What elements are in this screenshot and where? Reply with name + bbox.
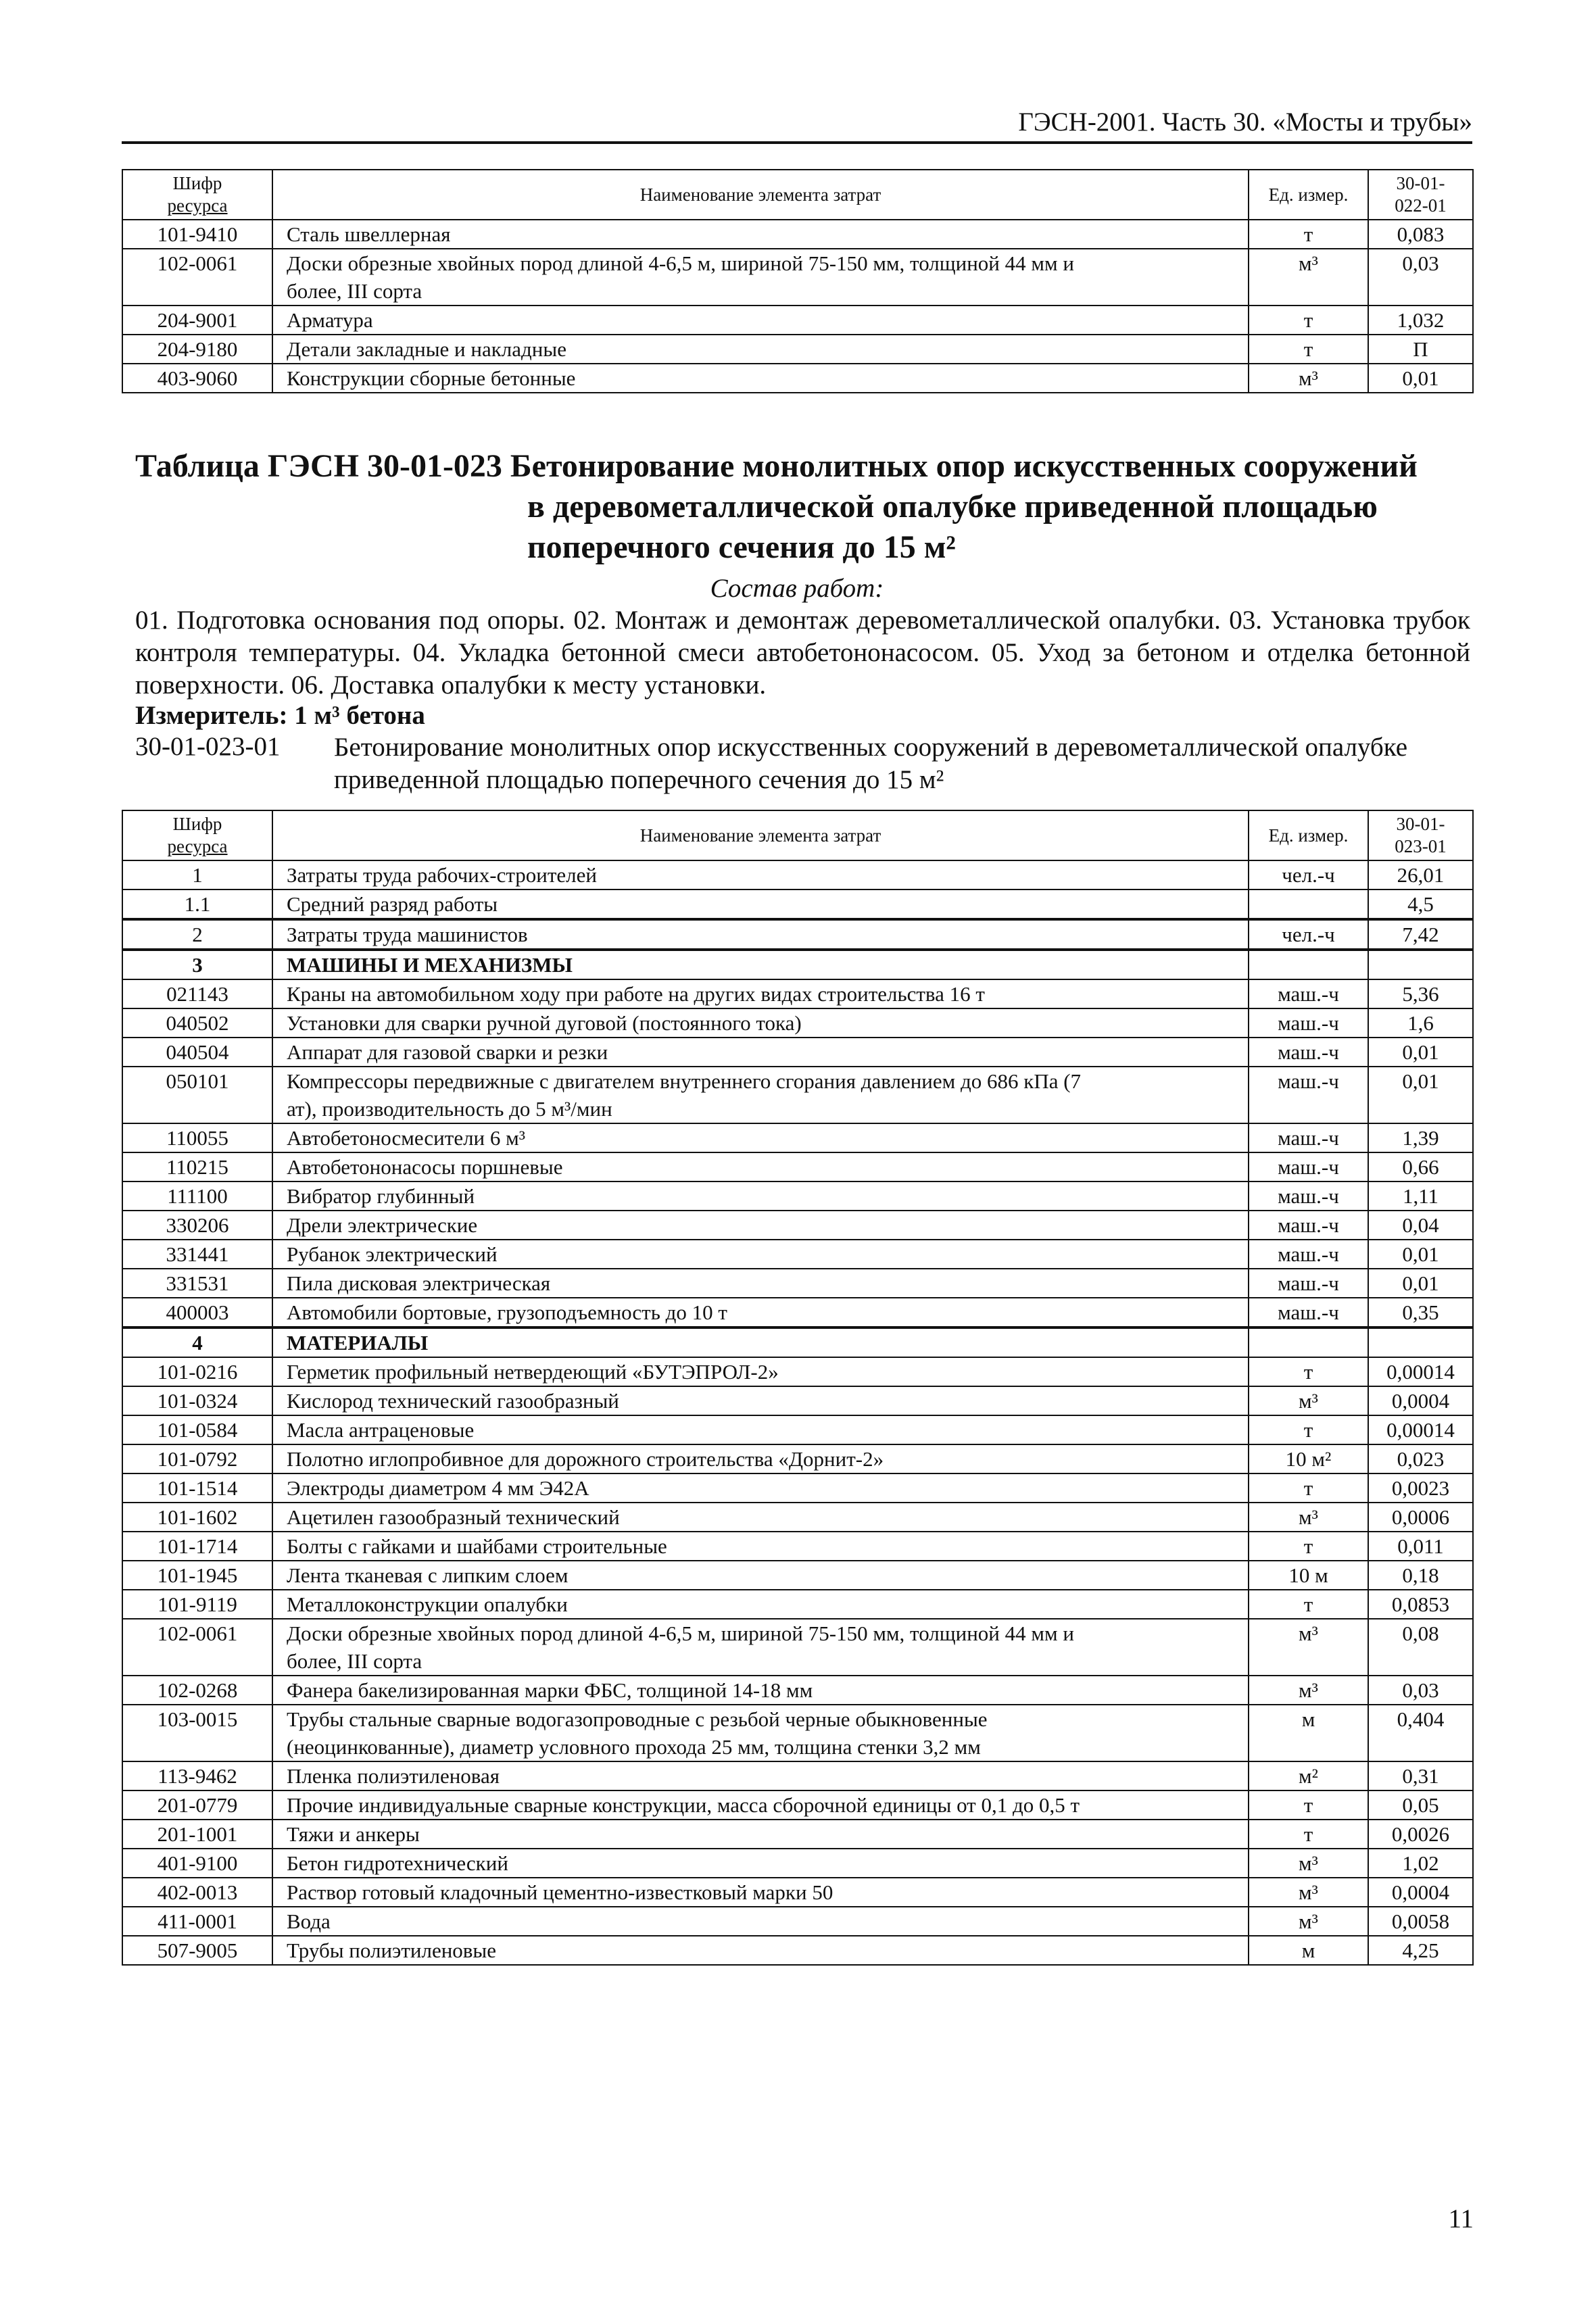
cell-value: 0,01: [1368, 1038, 1473, 1067]
cell-name: Компрессоры передвижные с двигателем внутреннего сгорания давлением до 686 кПа (7: [272, 1067, 1249, 1095]
cell-name: Сталь швеллерная: [272, 220, 1249, 249]
cell-name: Масла антраценовые: [272, 1415, 1249, 1444]
header-unit: Ед. измер.: [1249, 170, 1368, 220]
cell-value: 0,01: [1368, 1240, 1473, 1269]
norm-description: Бетонирование монолитных опор искусственных сооружений в деревометаллической опалубке приведенной площадью поперечного сечения до 15 м²: [334, 733, 1408, 794]
cell-code: 403-9060: [122, 364, 272, 393]
cell-name: Герметик профильный нетвердеющий «БУТЭПРОЛ-2»: [272, 1357, 1249, 1386]
cell-value: 0,00014: [1368, 1357, 1473, 1386]
header-norm: 30-01- 022-01: [1368, 170, 1473, 220]
cell-value: 0,05: [1368, 1790, 1473, 1820]
header-name: Наименование элемента затрат: [272, 170, 1249, 220]
header-norm: 30-01- 023-01: [1368, 810, 1473, 860]
cell-unit: чел.-ч: [1249, 860, 1368, 890]
cell-unit: маш.-ч: [1249, 1269, 1368, 1298]
cell-value: 0,00014: [1368, 1415, 1473, 1444]
cell-code: 411-0001: [122, 1907, 272, 1936]
cell-value: 0,023: [1368, 1444, 1473, 1473]
table-row: [122, 1473, 1473, 1503]
cell-value: 0,03: [1368, 1676, 1473, 1705]
cell-name: более, III сорта: [272, 1647, 1249, 1676]
cell-code: 101-0324: [122, 1386, 272, 1415]
table-row: [122, 890, 1473, 919]
cell-name: Автобетоносмесители 6 м³: [272, 1123, 1249, 1152]
cell-value: 0,0023: [1368, 1473, 1473, 1503]
table-row: [122, 1907, 1473, 1936]
cell-unit: т: [1249, 1415, 1368, 1444]
table-row: [122, 1008, 1473, 1038]
cell-name: Средний разряд работы: [272, 890, 1249, 919]
table-row: [122, 1820, 1473, 1849]
table-row: [122, 1619, 1473, 1647]
table-row: [122, 1878, 1473, 1907]
table-row: [122, 1444, 1473, 1473]
cell-code: 101-9119: [122, 1590, 272, 1619]
cell-name: Установки для сварки ручной дуговой (постоянного тока): [272, 1008, 1249, 1038]
table-row: [122, 1181, 1473, 1211]
cell-unit: [1249, 277, 1368, 306]
cell-name: Лента тканевая с липким слоем: [272, 1561, 1249, 1590]
cell-unit: м: [1249, 1936, 1368, 1965]
cell-name: Тяжи и анкеры: [272, 1820, 1249, 1849]
table-row: [122, 249, 1473, 277]
norm-code: 30-01-023-01: [135, 732, 281, 761]
cell-name: Рубанок электрический: [272, 1240, 1249, 1269]
table-row: [122, 919, 1473, 950]
table-row: [122, 1590, 1473, 1619]
table-row: [122, 1240, 1473, 1269]
cell-value: 1,11: [1368, 1181, 1473, 1211]
cell-unit: м³: [1249, 1386, 1368, 1415]
cell-name: Аппарат для газовой сварки и резки: [272, 1038, 1249, 1067]
table-row: [122, 364, 1473, 393]
table-row: [122, 1936, 1473, 1965]
cell-unit: маш.-ч: [1249, 979, 1368, 1008]
cell-value: 1,39: [1368, 1123, 1473, 1152]
cell-unit: т: [1249, 1357, 1368, 1386]
cell-name: более, III сорта: [272, 277, 1249, 306]
table-header-row: [122, 810, 1473, 860]
cell-code: 101-1714: [122, 1532, 272, 1561]
cell-code: 2: [122, 919, 272, 950]
cell-name: Металлоконструкции опалубки: [272, 1590, 1249, 1619]
cell-value: П: [1368, 335, 1473, 364]
composition-heading: Состав работ:: [710, 574, 884, 603]
cell-value: 0,08: [1368, 1619, 1473, 1647]
cell-name: Вода: [272, 1907, 1249, 1936]
resource-table-main: [122, 810, 1474, 1966]
cell-code: 111100: [122, 1181, 272, 1211]
cell-name: Фанера бакелизированная марки ФБС, толщиной 14-18 мм: [272, 1676, 1249, 1705]
cell-code: 110055: [122, 1123, 272, 1152]
cell-unit: т: [1249, 1590, 1368, 1619]
cell-name: Доски обрезные хвойных пород длиной 4-6,5 м, шириной 75-150 мм, толщиной 44 мм и: [272, 1619, 1249, 1647]
cell-unit: маш.-ч: [1249, 1067, 1368, 1095]
table-row: [122, 1532, 1473, 1561]
table-row: [122, 1415, 1473, 1444]
cell-unit: [1249, 1095, 1368, 1123]
cell-value: 0,0058: [1368, 1907, 1473, 1936]
cell-unit: 10 м²: [1249, 1444, 1368, 1473]
cell-unit: [1249, 1647, 1368, 1676]
cell-code: 3: [122, 950, 272, 979]
resource-table-top: [122, 169, 1474, 393]
cell-name: Пила дисковая электрическая: [272, 1269, 1249, 1298]
cell-code: 101-0584: [122, 1415, 272, 1444]
cell-value: [1368, 1647, 1473, 1676]
cell-name: Вибратор глубинный: [272, 1181, 1249, 1211]
header-unit: Ед. измер.: [1249, 810, 1368, 860]
running-header: ГЭСН-2001. Часть 30. «Мосты и трубы»: [1018, 107, 1472, 137]
title-line-2: в деревометаллической опалубке приведенной площадью: [527, 489, 1378, 525]
cell-unit: т: [1249, 220, 1368, 249]
cell-unit: маш.-ч: [1249, 1240, 1368, 1269]
cell-name: Бетон гидротехнический: [272, 1849, 1249, 1878]
cell-name: Прочие индивидуальные сварные конструкции, масса сборочной единицы от 0,1 до 0,5 т: [272, 1790, 1249, 1820]
cell-code: 110215: [122, 1152, 272, 1181]
cell-unit: т: [1249, 335, 1368, 364]
table-row: [122, 1503, 1473, 1532]
table-row: [122, 277, 1473, 306]
cell-code: 101-9410: [122, 220, 272, 249]
table-row: [122, 1733, 1473, 1761]
cell-value: 0,0004: [1368, 1878, 1473, 1907]
table-row: [122, 1269, 1473, 1298]
cell-code: 101-1602: [122, 1503, 272, 1532]
cell-value: 1,6: [1368, 1008, 1473, 1038]
cell-name: Затраты труда рабочих-строителей: [272, 860, 1249, 890]
cell-unit: маш.-ч: [1249, 1123, 1368, 1152]
cell-value: 0,011: [1368, 1532, 1473, 1561]
table-row: [122, 1647, 1473, 1676]
cell-value: 0,01: [1368, 1067, 1473, 1095]
table-header-row: [122, 170, 1473, 220]
cell-code: 401-9100: [122, 1849, 272, 1878]
cell-value: 7,42: [1368, 919, 1473, 950]
cell-value: [1368, 1733, 1473, 1761]
table-row: [122, 979, 1473, 1008]
cell-value: 0,66: [1368, 1152, 1473, 1181]
cell-unit: м³: [1249, 1907, 1368, 1936]
cell-unit: м³: [1249, 1878, 1368, 1907]
cell-unit: т: [1249, 1820, 1368, 1849]
cell-unit: маш.-ч: [1249, 1038, 1368, 1067]
cell-unit: маш.-ч: [1249, 1008, 1368, 1038]
cell-value: 1,032: [1368, 306, 1473, 335]
cell-value: 0,0026: [1368, 1820, 1473, 1849]
cell-value: [1368, 277, 1473, 306]
cell-value: 0,31: [1368, 1761, 1473, 1790]
cell-unit: чел.-ч: [1249, 919, 1368, 950]
cell-code: 101-0792: [122, 1444, 272, 1473]
cell-unit: т: [1249, 1532, 1368, 1561]
table-row: [122, 1705, 1473, 1733]
table-row: [122, 1386, 1473, 1415]
cell-code: 1.1: [122, 890, 272, 919]
cell-name: Краны на автомобильном ходу при работе на других видах строительства 16 т: [272, 979, 1249, 1008]
cell-name: Полотно иглопробивное для дорожного строительства «Дорнит-2»: [272, 1444, 1249, 1473]
cell-code: 402-0013: [122, 1878, 272, 1907]
cell-name: Автобетононасосы поршневые: [272, 1152, 1249, 1181]
cell-code: [122, 1095, 272, 1123]
cell-name: ат), производительность до 5 м³/мин: [272, 1095, 1249, 1123]
cell-name: Кислород технический газообразный: [272, 1386, 1249, 1415]
table-main-body: [122, 860, 1473, 1965]
table-row: [122, 1849, 1473, 1878]
cell-code: 330206: [122, 1211, 272, 1240]
table-row: [122, 335, 1473, 364]
table-row: [122, 1790, 1473, 1820]
header-rule: [122, 141, 1472, 144]
composition-text: 01. Подготовка основания под опоры. 02. Монтаж и демонтаж деревометаллической опалубки. 03. Установка трубок контроля температуры. 04. Укладка бетонной смеси автобетононасосом. 05. Уход за бетоном и отделка бетонной поверхности. 06. Доставка опалубки к месту установки.: [135, 606, 1470, 700]
cell-code: 331441: [122, 1240, 272, 1269]
table-row: [122, 1123, 1473, 1152]
table-row: [122, 220, 1473, 249]
cell-code: 331531: [122, 1269, 272, 1298]
cell-code: [122, 277, 272, 306]
cell-code: 102-0268: [122, 1676, 272, 1705]
cell-value: 0,0006: [1368, 1503, 1473, 1532]
table-row: [122, 1095, 1473, 1123]
cell-unit: [1249, 1327, 1368, 1357]
cell-value: 0,083: [1368, 220, 1473, 249]
cell-value: 0,01: [1368, 364, 1473, 393]
cell-name: Трубы полиэтиленовые: [272, 1936, 1249, 1965]
table-row: [122, 1152, 1473, 1181]
cell-value: 4,25: [1368, 1936, 1473, 1965]
cell-name: (неоцинкованные), диаметр условного прохода 25 мм, толщина стенки 3,2 мм: [272, 1733, 1249, 1761]
cell-code: 021143: [122, 979, 272, 1008]
cell-unit: маш.-ч: [1249, 1181, 1368, 1211]
table-row: [122, 306, 1473, 335]
cell-value: 0,404: [1368, 1705, 1473, 1733]
cell-unit: м³: [1249, 1849, 1368, 1878]
table-row: [122, 1067, 1473, 1095]
cell-value: 0,35: [1368, 1298, 1473, 1327]
cell-unit: 10 м: [1249, 1561, 1368, 1590]
cell-code: 102-0061: [122, 249, 272, 277]
cell-unit: м³: [1249, 1619, 1368, 1647]
table-row: [122, 1038, 1473, 1067]
cell-unit: т: [1249, 1790, 1368, 1820]
header-code: Шифр ресурса: [122, 810, 272, 860]
table-row: [122, 1211, 1473, 1240]
cell-unit: м³: [1249, 364, 1368, 393]
cell-code: 040504: [122, 1038, 272, 1067]
cell-name: Дрели электрические: [272, 1211, 1249, 1240]
cell-unit: [1249, 1733, 1368, 1761]
cell-value: 0,03: [1368, 249, 1473, 277]
cell-name: Электроды диаметром 4 мм Э42А: [272, 1473, 1249, 1503]
cell-value: 4,5: [1368, 890, 1473, 919]
cell-unit: маш.-ч: [1249, 1298, 1368, 1327]
cell-code: 204-9180: [122, 335, 272, 364]
table-title: [135, 446, 1460, 568]
cell-unit: [1249, 950, 1368, 979]
cell-value: [1368, 1327, 1473, 1357]
cell-value: 0,0004: [1368, 1386, 1473, 1415]
cell-unit: м³: [1249, 249, 1368, 277]
cell-value: [1368, 950, 1473, 979]
cell-unit: м²: [1249, 1761, 1368, 1790]
section-row: [122, 1327, 1473, 1357]
cell-name: МАШИНЫ И МЕХАНИЗМЫ: [272, 950, 1249, 979]
cell-name: Доски обрезные хвойных пород длиной 4-6,5 м, шириной 75-150 мм, толщиной 44 мм и: [272, 249, 1249, 277]
cell-name: Детали закладные и накладные: [272, 335, 1249, 364]
cell-value: [1368, 1095, 1473, 1123]
cell-code: 1: [122, 860, 272, 890]
title-line-3: поперечного сечения до 15 м²: [527, 529, 956, 565]
header-code: Шифр ресурса: [122, 170, 272, 220]
table-row: [122, 1561, 1473, 1590]
cell-value: 5,36: [1368, 979, 1473, 1008]
cell-name: Раствор готовый кладочный цементно-известковый марки 50: [272, 1878, 1249, 1907]
header-name: Наименование элемента затрат: [272, 810, 1249, 860]
section-row: [122, 950, 1473, 979]
cell-unit: маш.-ч: [1249, 1152, 1368, 1181]
cell-name: Пленка полиэтиленовая: [272, 1761, 1249, 1790]
cell-unit: м³: [1249, 1676, 1368, 1705]
cell-value: 26,01: [1368, 860, 1473, 890]
cell-name: Автомобили бортовые, грузоподъемность до 10 т: [272, 1298, 1249, 1327]
cell-code: 050101: [122, 1067, 272, 1095]
cell-code: 201-0779: [122, 1790, 272, 1820]
table-row: [122, 1761, 1473, 1790]
cell-code: 507-9005: [122, 1936, 272, 1965]
cell-code: 204-9001: [122, 306, 272, 335]
title-line-1: Таблица ГЭСН 30-01-023 Бетонирование монолитных опор искусственных сооружений: [135, 448, 1418, 484]
cell-value: 0,18: [1368, 1561, 1473, 1590]
cell-name: Арматура: [272, 306, 1249, 335]
cell-value: 0,0853: [1368, 1590, 1473, 1619]
cell-code: [122, 1647, 272, 1676]
cell-code: 4: [122, 1327, 272, 1357]
cell-unit: т: [1249, 1473, 1368, 1503]
table-row: [122, 1357, 1473, 1386]
cell-unit: маш.-ч: [1249, 1211, 1368, 1240]
table-top-body: [122, 220, 1473, 393]
table-row: [122, 860, 1473, 890]
cell-name: Болты с гайками и шайбами строительные: [272, 1532, 1249, 1561]
cell-code: 101-0216: [122, 1357, 272, 1386]
cell-unit: т: [1249, 306, 1368, 335]
cell-code: 201-1001: [122, 1820, 272, 1849]
cell-code: 102-0061: [122, 1619, 272, 1647]
cell-name: Затраты труда машинистов: [272, 919, 1249, 950]
cell-unit: [1249, 890, 1368, 919]
cell-name: Ацетилен газообразный технический: [272, 1503, 1249, 1532]
meter-line: Измеритель: 1 м³ бетона: [135, 701, 425, 730]
cell-unit: м: [1249, 1705, 1368, 1733]
cell-code: 040502: [122, 1008, 272, 1038]
cell-code: 400003: [122, 1298, 272, 1327]
cell-code: [122, 1733, 272, 1761]
cell-value: 1,02: [1368, 1849, 1473, 1878]
cell-code: 101-1945: [122, 1561, 272, 1590]
cell-name: Трубы стальные сварные водогазопроводные с резьбой черные обыкновенные: [272, 1705, 1249, 1733]
cell-name: Конструкции сборные бетонные: [272, 364, 1249, 393]
cell-value: 0,04: [1368, 1211, 1473, 1240]
table-row: [122, 1298, 1473, 1327]
cell-code: 113-9462: [122, 1761, 272, 1790]
cell-unit: м³: [1249, 1503, 1368, 1532]
cell-name: МАТЕРИАЛЫ: [272, 1327, 1249, 1357]
cell-code: 101-1514: [122, 1473, 272, 1503]
cell-code: 103-0015: [122, 1705, 272, 1733]
page-number: 11: [1448, 2204, 1474, 2233]
table-row: [122, 1676, 1473, 1705]
cell-value: 0,01: [1368, 1269, 1473, 1298]
